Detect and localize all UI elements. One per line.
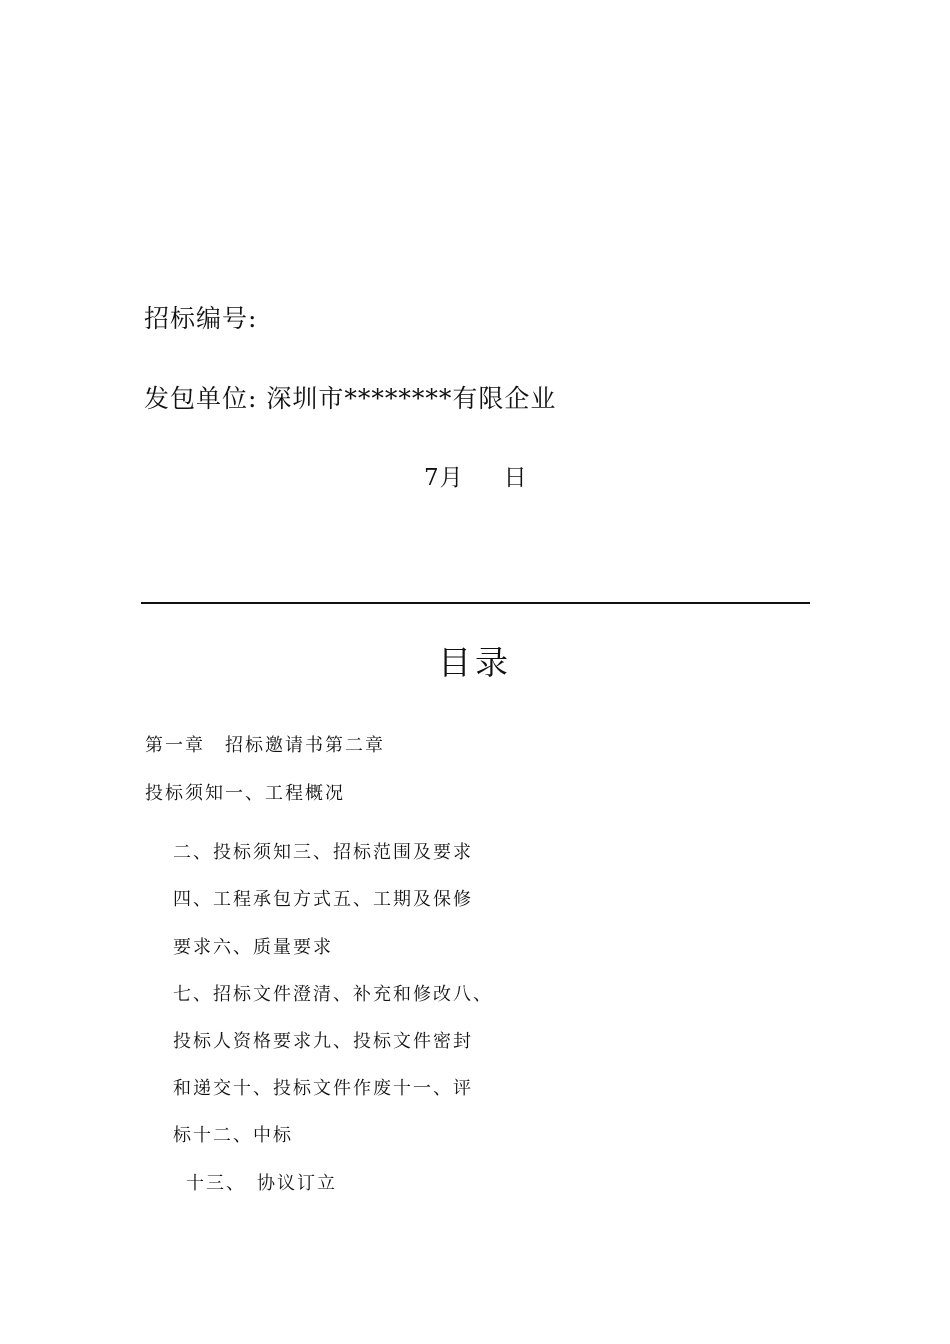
toc-line: 投标须知一、工程概况	[145, 783, 345, 804]
toc-line: 要求六、质量要求	[173, 937, 333, 958]
date-line	[424, 467, 528, 490]
date-day: 日	[503, 465, 528, 491]
toc-line: 标十二、中标	[173, 1125, 293, 1146]
toc-line: 和递交十、投标文件作废十一、评	[173, 1078, 473, 1099]
bid-number-label: 招标编号:	[144, 304, 258, 333]
toc-line: 二、投标须知三、招标范围及要求	[173, 842, 473, 863]
contractor-line: 发包单位: 深圳市********有限企业	[144, 384, 557, 413]
toc-line: 十三、 协议订立	[186, 1173, 337, 1194]
section-divider	[141, 602, 810, 604]
date-month: 7月	[424, 465, 464, 491]
toc-line: 第一章 招标邀请书第二章	[145, 735, 385, 756]
toc-line: 四、工程承包方式五、工期及保修	[173, 889, 473, 910]
toc-title: 目录	[438, 643, 512, 682]
toc-line: 投标人资格要求九、投标文件密封	[173, 1031, 473, 1052]
toc-line: 七、招标文件澄清、补充和修改八、	[173, 984, 493, 1005]
